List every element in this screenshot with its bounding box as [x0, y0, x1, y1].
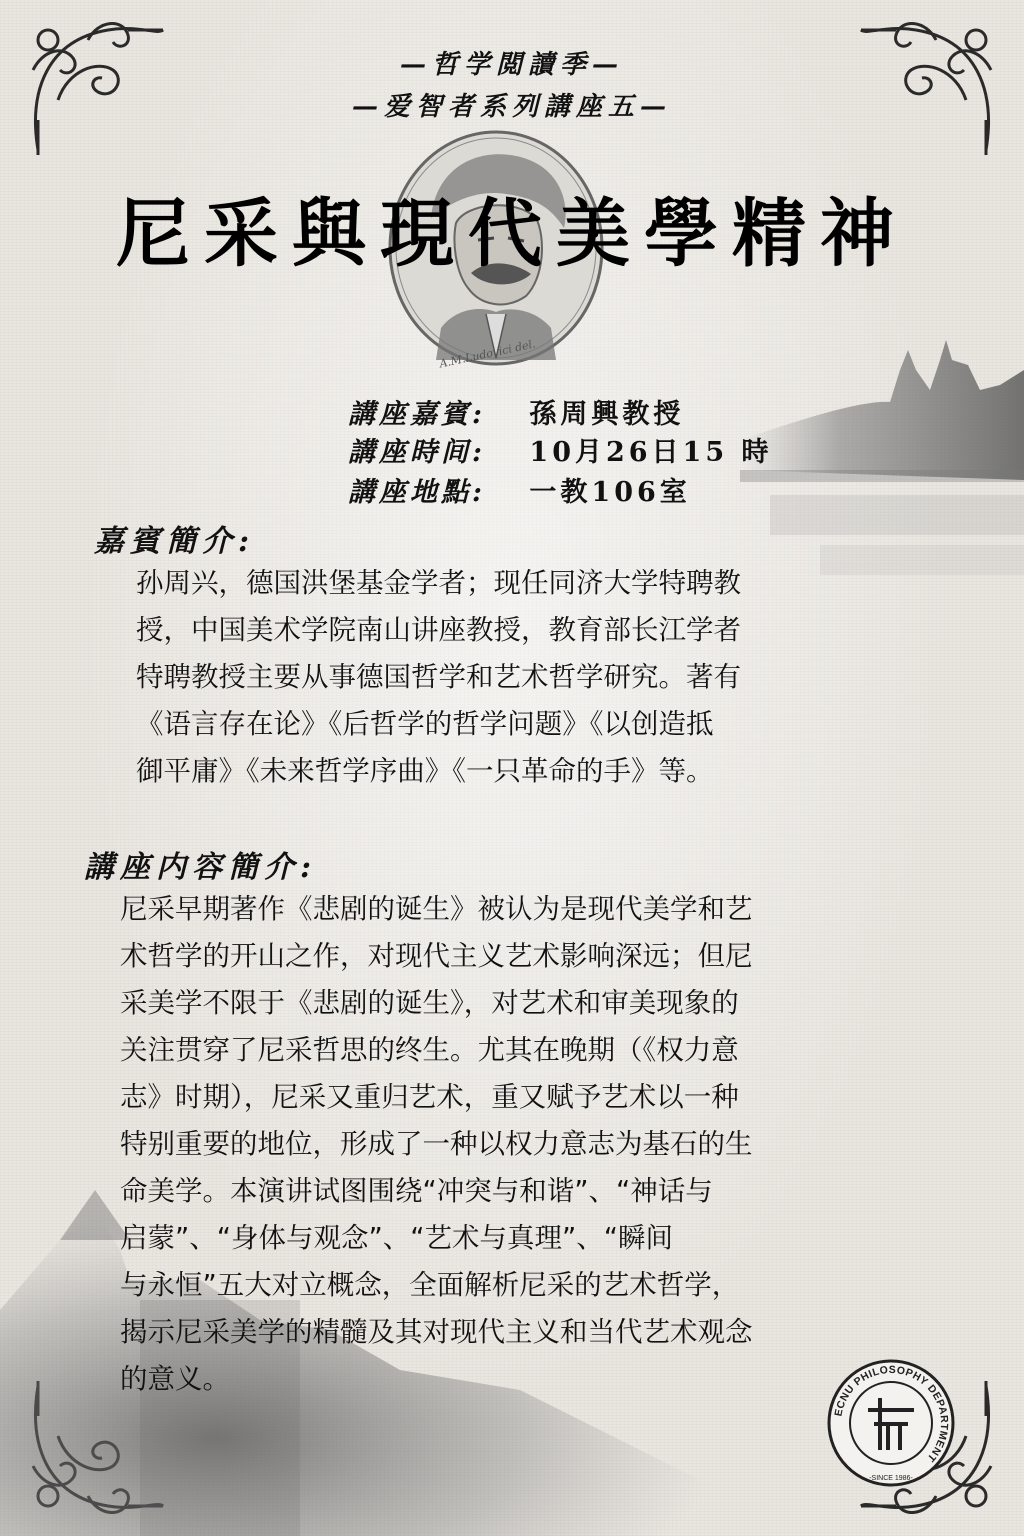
corner-ornament-top-left [18, 10, 168, 160]
speaker-label: 講座嘉賓: [348, 399, 486, 430]
content-intro-line: 关注贯穿了尼采哲思的终生。尤其在晚期（《权力意 [120, 1034, 739, 1066]
logo-since-text: -SINCE 1986- [869, 1475, 913, 1482]
logo-ring-text: ECNU PHILOSOPHY DEPARTMENT [832, 1363, 951, 1465]
place-label: 講座地點: [348, 477, 486, 508]
content-intro-line: 采美学不限于《悲剧的诞生》，对艺术和审美现象的 [120, 987, 739, 1019]
guest-intro-line: 授，中国美术学院南山讲座教授，教育部长江学者 [136, 614, 741, 646]
main-title: 尼采與現代美學精神 [116, 191, 908, 277]
content-intro-heading: 講座内容簡介: [84, 850, 318, 885]
content-intro-line: 特别重要的地位，形成了一种以权力意志为基石的生 [120, 1128, 753, 1160]
content-intro-line: 术哲学的开山之作，对现代主义艺术影响深远；但尼 [120, 940, 753, 972]
content-intro-line: 命美学。本演讲试图围绕“冲突与和谐”、“神话与 [120, 1175, 713, 1207]
guest-intro-line: 特聘教授主要从事德国哲学和艺术哲学研究。著有 [136, 661, 741, 693]
content-intro-line: 与永恒”五大对立概念，全面解析尼采的艺术哲学， [120, 1269, 740, 1301]
guest-intro-line: 御平庸》《未来哲学序曲》《一只革命的手》等。 [136, 755, 714, 787]
content-intro-line: 尼采早期著作《悲剧的诞生》被认为是现代美学和艺 [120, 893, 753, 925]
info-row-time [348, 430, 773, 469]
lecture-line: —爱智者系列講座五— [351, 92, 672, 122]
content-intro-line: 启蒙”、“身体与观念”、“艺术与真理”、“瞬间 [120, 1222, 673, 1254]
ecnu-philosophy-logo [826, 1358, 956, 1488]
time-label: 講座時间: [348, 437, 486, 468]
corner-ornament-top-right [856, 10, 1006, 160]
info-row-place [348, 470, 691, 509]
guest-intro-line: 孙周兴，德国洪堡基金学者；现任同济大学特聘教 [136, 567, 741, 599]
portrait-signature: A.M.Ludovici del. [438, 337, 537, 371]
time-value: 10月26日15 時 [529, 437, 773, 468]
series-line: —哲学閲讀季— [399, 50, 624, 80]
guest-intro-heading: 嘉賓簡介: [94, 524, 256, 559]
place-value: 一教106室 [529, 477, 691, 508]
content-intro-line: 志》时期），尼采又重归艺术，重又赋予艺术以一种 [120, 1081, 739, 1113]
guest-intro-body [136, 560, 916, 795]
speaker-value: 孫周興教授 [529, 399, 685, 430]
guest-intro-line: 《语言存在论》《后哲学的哲学问题》《以创造抵 [136, 708, 714, 740]
content-intro-line: 揭示尼采美学的精髓及其对现代主义和当代艺术观念 [120, 1316, 753, 1348]
info-row-speaker [348, 392, 684, 431]
content-intro-body [120, 886, 930, 1403]
content-intro-line: 的意义。 [120, 1363, 230, 1395]
ink-cityscape-right [740, 330, 1024, 590]
